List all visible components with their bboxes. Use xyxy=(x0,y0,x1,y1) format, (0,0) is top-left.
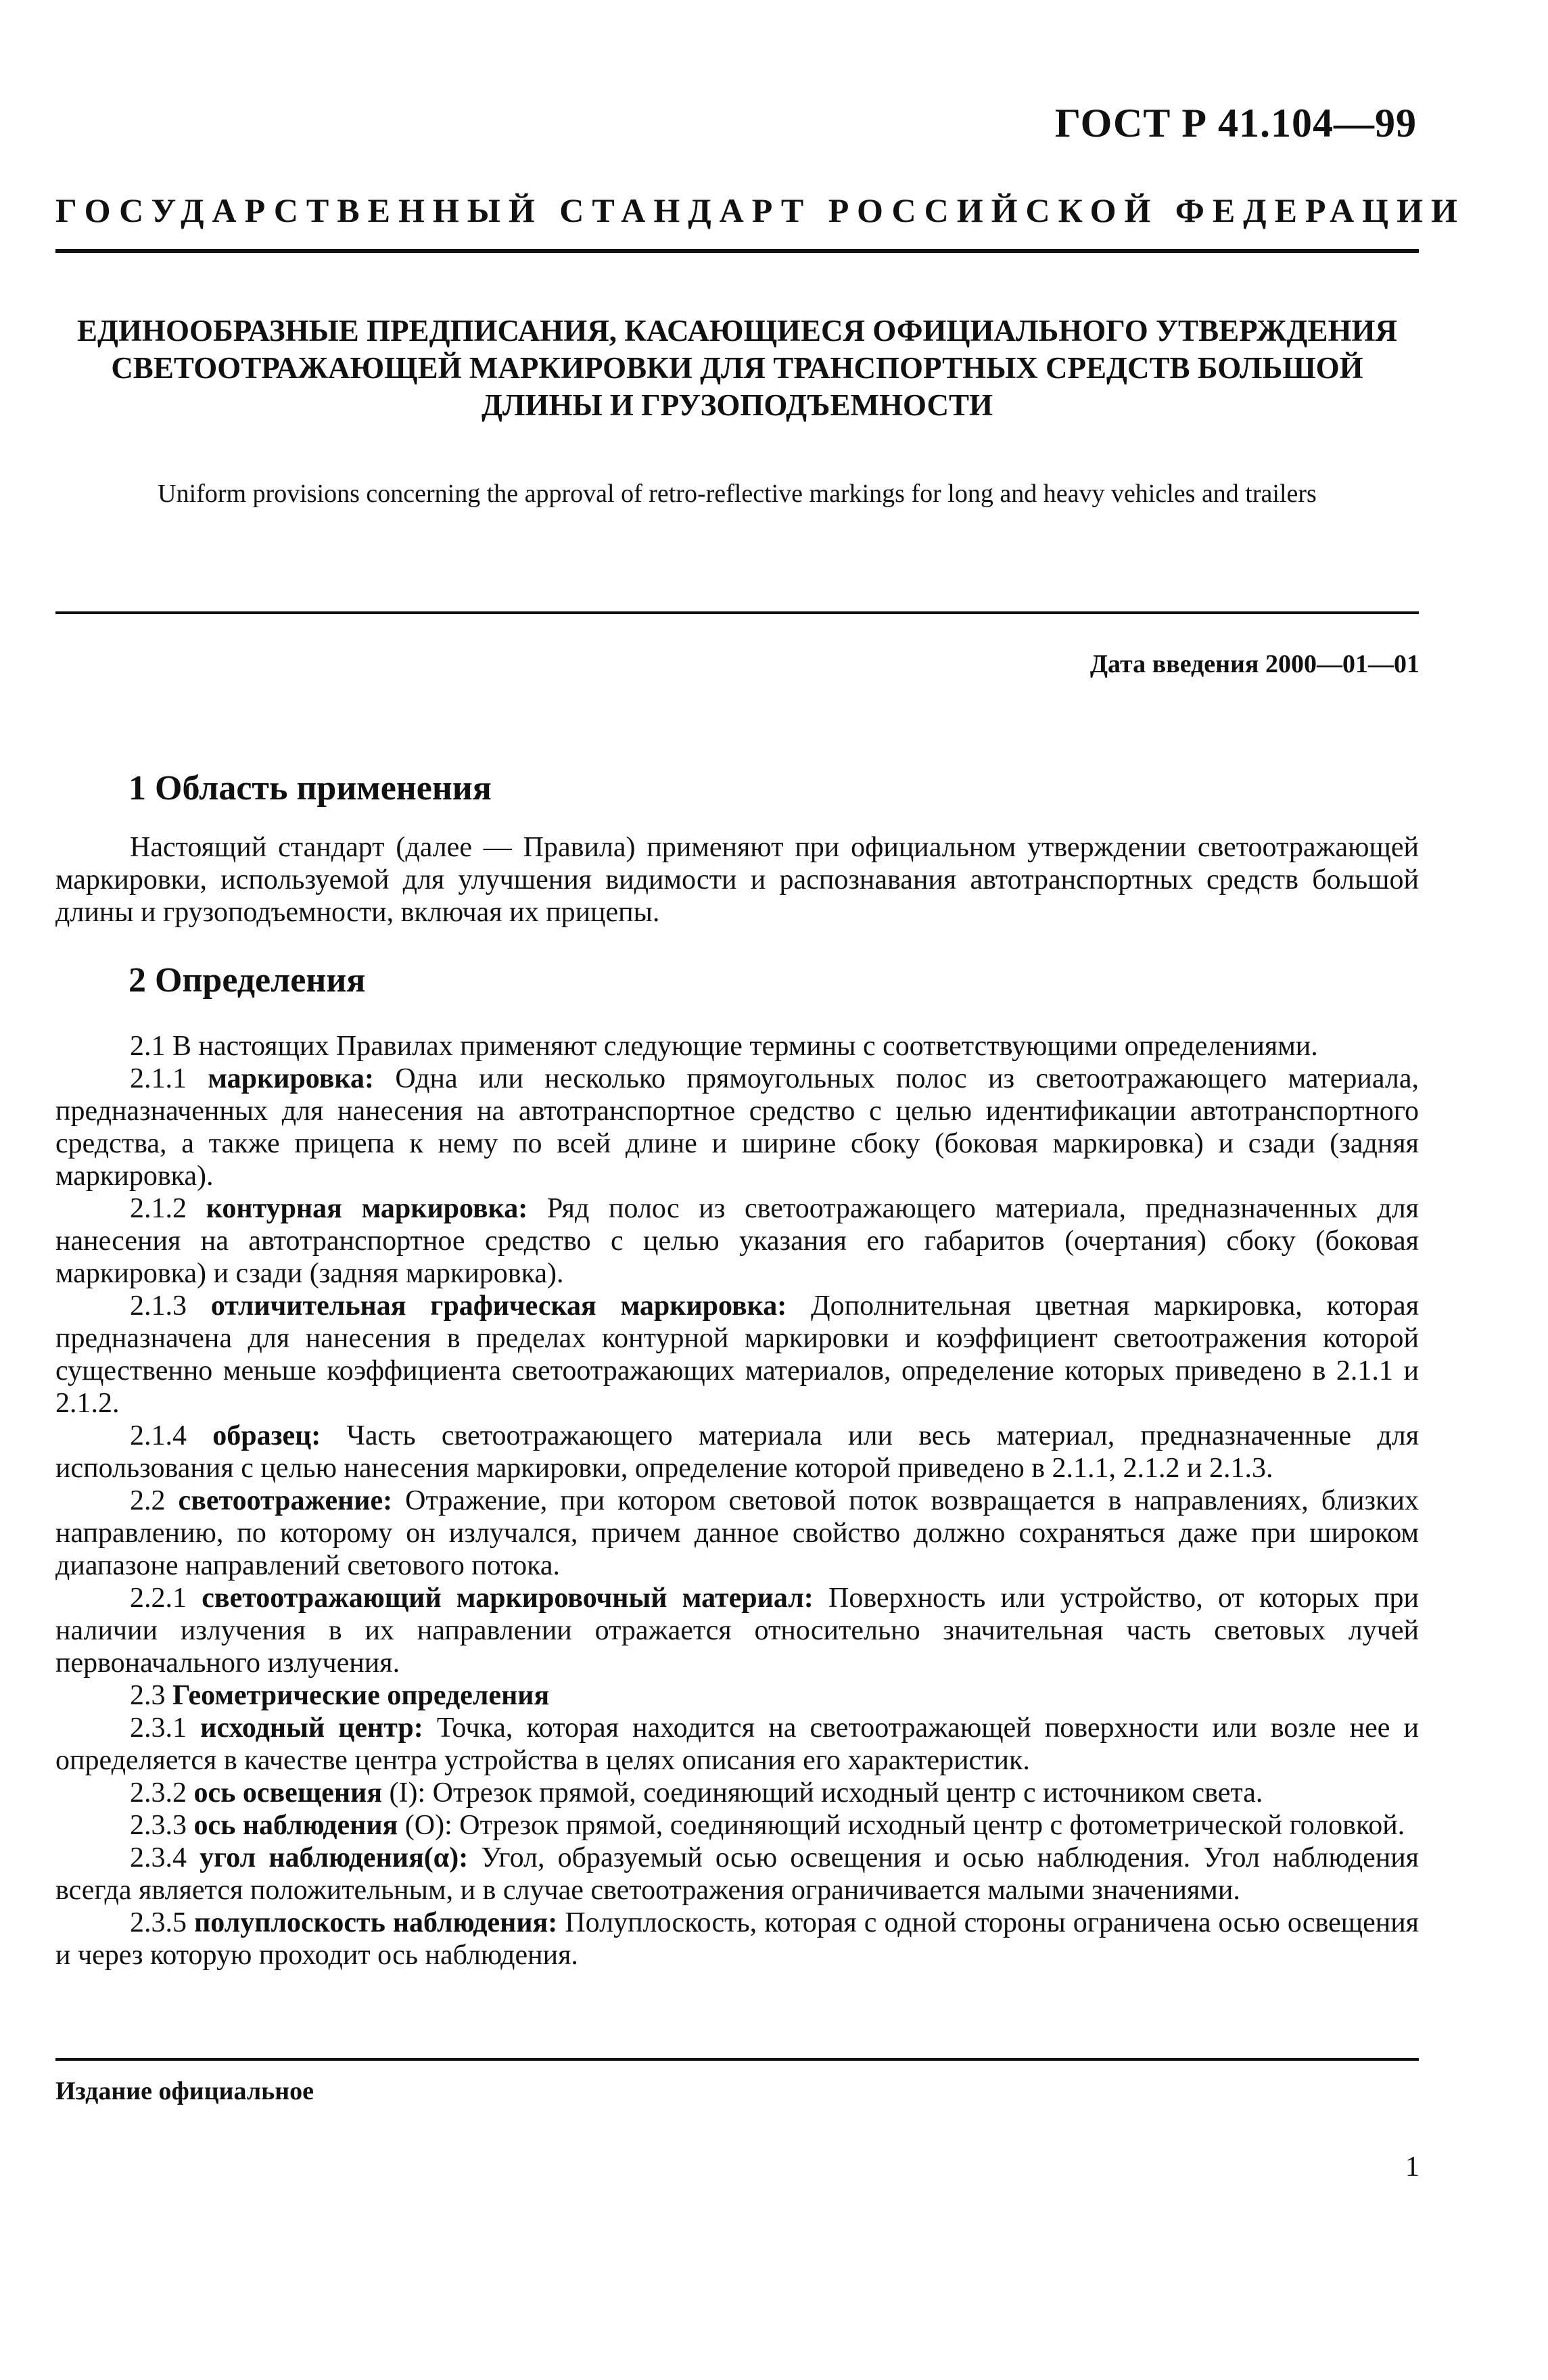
title-line-3: ДЛИНЫ И ГРУЗОПОДЪЕМНОСТИ xyxy=(481,388,993,422)
paragraph-number: 2.3.2 xyxy=(130,1777,187,1809)
paragraph-number: 2.3.4 xyxy=(130,1842,187,1873)
paragraph-text: Ряд полос из светоотражающего материала, предназначенных для нанесения на автотранспортное средство с целью указания его габаритов (очертания) сбоку (боковая маркировка) и сзади (задняя маркировка). xyxy=(55,1193,1420,1289)
gost-code: ГОСТ Р 41.104—99 xyxy=(1054,101,1417,145)
paragraph-text: Одна или несколько прямоугольных полос из светоотражающего материала, предназначенных для нанесения на автотранспортное средство с целью идентификации автотранспортного средства, а также прицепа к нему по всей длине и ширине сбоку (боковая маркировка) и сзади (задняя маркировка). xyxy=(55,1063,1420,1192)
paragraph-text: Дополнительная цветная маркировка, которая предназначена для нанесения в пределах контурной маркировки и коэффициент светоотражения которой существенно меньше коэффициента светоотражающих материалов, определение которых приведено в 2.1.1 и 2.1.2. xyxy=(55,1290,1420,1419)
paragraph-term: ось наблюдения xyxy=(193,1810,398,1841)
header-rule xyxy=(55,249,1419,253)
paragraph-term: ось освещения xyxy=(193,1777,383,1809)
paragraph-number: 2.1.3 xyxy=(130,1290,187,1322)
paragraph-2-3-1 xyxy=(55,1712,1419,1777)
footer-rule xyxy=(55,2058,1419,2061)
paragraph-text: Угол, образуемый осью освещения и осью наблюдения. Угол наблюдения всегда является положительным, и в случае светоотражения ограничивается малыми значениями. xyxy=(55,1842,1420,1906)
document-title-en: Uniform provisions concerning the approval of retro-reflective markings for long and heavy vehicles and trailers xyxy=(158,480,1317,508)
paragraph-text: Поверхность или устройство, от которых при наличии излучения в их направлении отражается относительно значительная часть световых лучей первоначального излучения. xyxy=(55,1583,1419,1679)
paragraph-2-1-3 xyxy=(55,1290,1419,1420)
paragraph-term: маркировка: xyxy=(208,1063,374,1094)
paragraph-2-2-1 xyxy=(55,1582,1419,1679)
paragraph-2-3 xyxy=(55,1679,1419,1712)
intro-date: Дата введения 2000—01—01 xyxy=(1089,650,1420,678)
section-1-heading: 1 Область применения xyxy=(128,769,492,808)
paragraph-text: (I): Отрезок прямой, соединяющий исходный центр с источником света. xyxy=(389,1777,1263,1809)
paragraph-text: 2.1 В настоящих Правилах применяют следующие термины с соответствующими определениями. xyxy=(130,1031,1318,1062)
paragraph-2-1-1 xyxy=(55,1063,1419,1192)
paragraph-text: Часть светоотражающего материала или весь материал, предназначенные для использования с целью нанесения маркировки, определение которой приведено в 2.1.1, 2.1.2 и 2.1.3. xyxy=(55,1420,1420,1484)
paragraph-term: Геометрические определения xyxy=(172,1680,550,1711)
paragraph-term: образец: xyxy=(212,1420,321,1451)
paragraph-term: светоотражение: xyxy=(178,1485,393,1516)
paragraph-number: 2.1.1 xyxy=(130,1063,187,1094)
title-rule xyxy=(55,611,1419,614)
paragraph-number: 2.3.1 xyxy=(130,1712,187,1744)
title-line-1: ЕДИНООБРАЗНЫЕ ПРЕДПИСАНИЯ, КАСАЮЩИЕСЯ ОФИЦИАЛЬНОГО УТВЕРЖДЕНИЯ xyxy=(77,314,1397,348)
paragraph-2-2 xyxy=(55,1485,1419,1582)
section-2-heading: 2 Определения xyxy=(128,961,366,1000)
paragraph-text: (O): Отрезок прямой, соединяющий исходный центр с фотометрической головкой. xyxy=(404,1810,1405,1841)
paragraph-term: отличительная графическая маркировка: xyxy=(210,1290,787,1322)
paragraph-number: 2.1.4 xyxy=(130,1420,187,1451)
paragraph-term: угол наблюдения(α): xyxy=(200,1842,469,1873)
paragraph-text: Полуплоскость, которая с одной стороны ограничена осью освещения и через которую проходит ось наблюдения. xyxy=(55,1907,1420,1971)
document-title-ru xyxy=(55,312,1419,424)
section-1-body xyxy=(55,831,1419,929)
paragraph-2-1-4 xyxy=(55,1420,1419,1485)
paragraph-2-3-5 xyxy=(55,1907,1419,1971)
paragraph-number: 2.3 xyxy=(130,1680,166,1711)
paragraph-2-3-4 xyxy=(55,1842,1419,1907)
paragraph-term: светоотражающий маркировочный материал: xyxy=(202,1583,814,1614)
title-line-2: СВЕТООТРАЖАЮЩЕЙ МАРКИРОВКИ ДЛЯ ТРАНСПОРТНЫХ СРЕДСТВ БОЛЬШОЙ xyxy=(111,351,1363,385)
paragraph-term: полуплоскость наблюдения: xyxy=(194,1907,558,1938)
paragraph-text: Точка, которая находится на светоотражающей поверхности или возле нее и определяется в качестве центра устройства в целях описания его характеристик. xyxy=(55,1712,1419,1776)
paragraph-term: исходный центр: xyxy=(200,1712,423,1744)
section-2-body xyxy=(55,1030,1419,1971)
paragraph-number: 2.3.5 xyxy=(130,1907,187,1938)
state-standard-header: ГОСУДАРСТВЕННЫЙ СТАНДАРТ РОССИЙСКОЙ ФЕДЕРАЦИИ xyxy=(55,191,1465,229)
paragraph-2-1 xyxy=(55,1030,1419,1063)
paragraph-2-3-3 xyxy=(55,1809,1419,1842)
paragraph-2-1-2 xyxy=(55,1192,1419,1290)
page-number: 1 xyxy=(1405,2151,1420,2183)
paragraph-number: 2.2 xyxy=(130,1485,166,1516)
edition-label: Издание официальное xyxy=(55,2077,314,2105)
paragraph-number: 2.1.2 xyxy=(130,1193,187,1224)
paragraph-2-3-2 xyxy=(55,1777,1419,1809)
paragraph-term: контурная маркировка: xyxy=(206,1193,528,1224)
paragraph-number: 2.3.3 xyxy=(130,1810,187,1841)
paragraph-number: 2.2.1 xyxy=(130,1583,187,1614)
paragraph-text: Отражение, при котором световой поток возвращается в направлениях, близких направлению, по которому он излучался, причем данное свойство должно сохраняться даже при широком диапазоне направлений светового потока. xyxy=(55,1485,1420,1581)
section-1-text: Настоящий стандарт (далее — Правила) применяют при официальном утверждении светоотражающей маркировки, используемой для улучшения видимости и распознавания автотранспортных средств большой длины и грузоподъемности, включая их прицепы. xyxy=(55,832,1419,928)
